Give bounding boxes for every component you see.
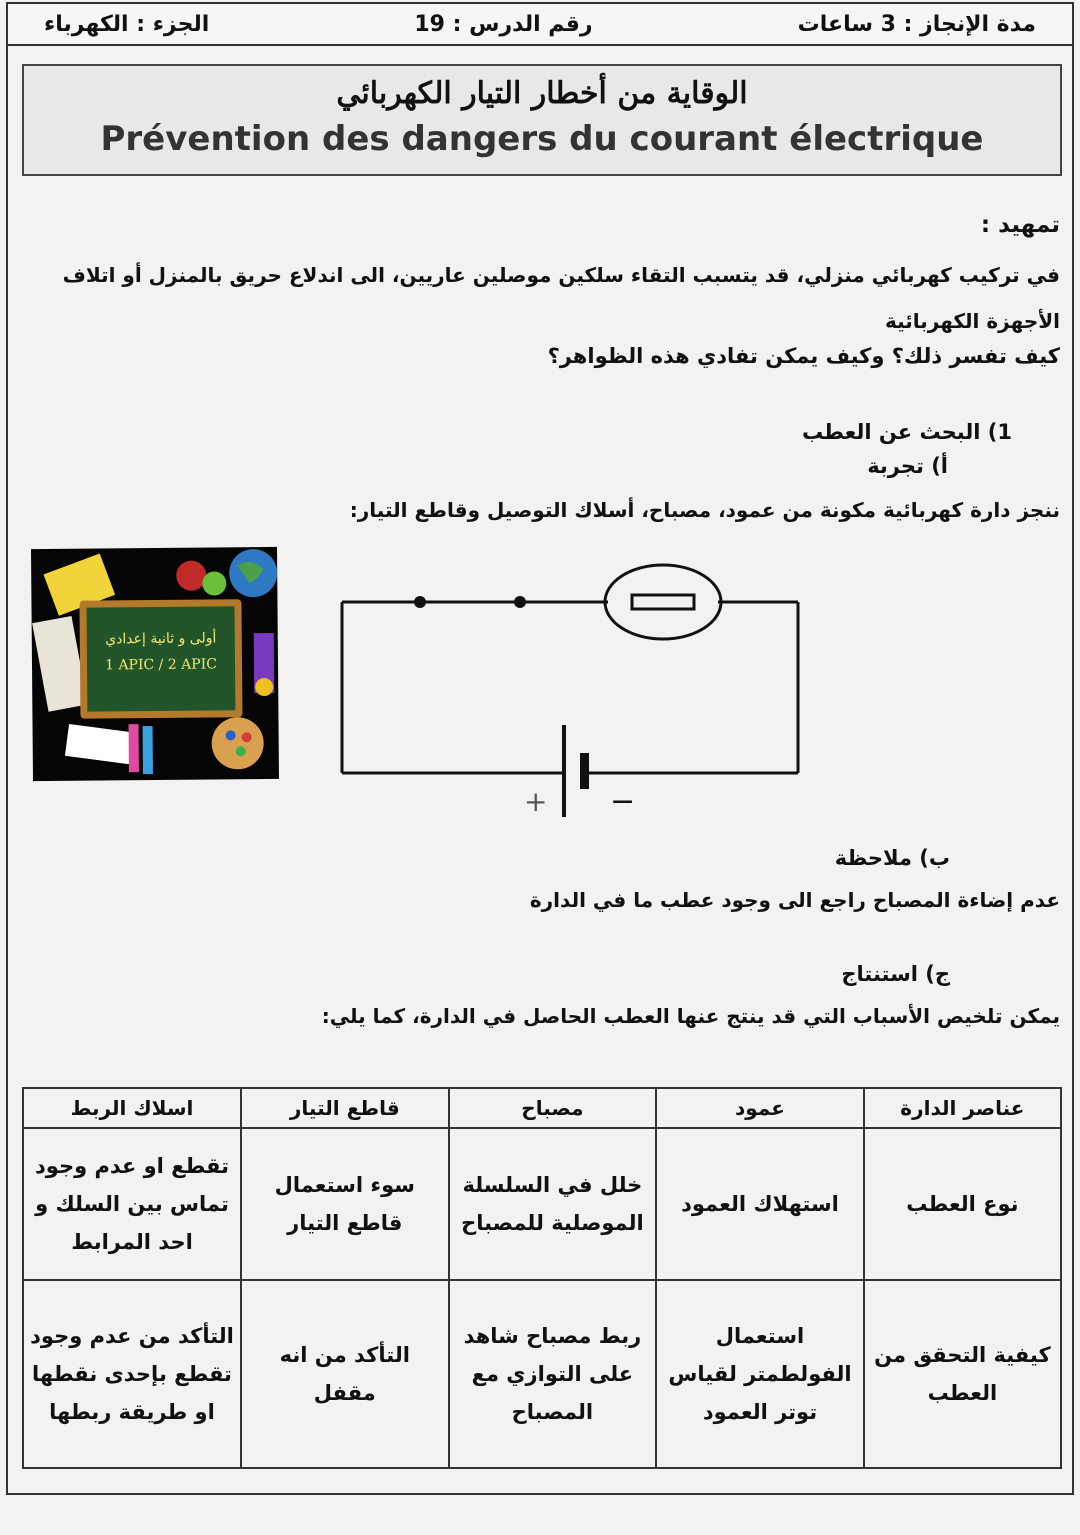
intro-text: في تركيب كهربائي منزلي، قد يتسبب التقاء سلكين موصلين عاريين، الى اندلاع حريق بالمنزل أو اتلاف الأجهزة الكهربائية xyxy=(62,263,1060,333)
switch-terminal-right xyxy=(514,596,526,608)
table-cell: سوء استعمال قاطع التيار xyxy=(241,1128,449,1280)
table-cell: خلل في السلسلة الموصلية للمصباح xyxy=(449,1128,657,1280)
chalkboard-surface xyxy=(87,606,236,711)
intro-label: تمهيد : xyxy=(980,212,1060,238)
title-arabic: الوقاية من أخطار التيار الكهربائي xyxy=(336,76,748,111)
table-cell: التأكد من عدم وجود تقطع بإحدى نقطها او طريقة ربطها xyxy=(23,1280,241,1468)
battery-short-plate xyxy=(580,753,589,789)
header-part: الجزء : الكهرباء xyxy=(44,11,210,37)
section1-setup: ننجز دارة كهربائية مكونة من عمود، مصباح، أسلاك التوصيل وقاطع التيار: xyxy=(349,498,1060,522)
table-header-cell: عناصر الدارة xyxy=(864,1088,1061,1128)
table-header-cell: اسلاك الربط xyxy=(23,1088,241,1128)
section1-heading: 1) البحث عن العطب xyxy=(801,420,1012,444)
badge-line2: 1 APIC / 2 APIC xyxy=(104,656,218,674)
table-cell: استهلاك العمود xyxy=(656,1128,864,1280)
school-badge xyxy=(31,547,279,781)
faults-table xyxy=(22,1087,1062,1469)
conclusion-heading: ج) استنتاج xyxy=(841,962,950,986)
badge-line1: أولى و ثانية إعدادي xyxy=(105,630,217,648)
lamp-filament xyxy=(632,595,694,609)
table-cell: تقطع او عدم وجود تماس بين السلك و احد المرابط xyxy=(23,1128,241,1280)
circuit-diagram xyxy=(320,555,820,835)
table-row xyxy=(23,1128,1061,1280)
observation-heading: ب) ملاحظة xyxy=(834,846,950,870)
row-label: نوع العطب xyxy=(864,1128,1061,1280)
header-bar xyxy=(6,2,1074,46)
conclusion-text: يمكن تلخيص الأسباب التي قد ينتج عنها العطب الحاصل في الدارة، كما يلي: xyxy=(321,1004,1060,1028)
table-header-cell: قاطع التيار xyxy=(241,1088,449,1128)
switch-terminal-left xyxy=(414,596,426,608)
observation-text: عدم إضاءة المصباح راجع الى وجود عطب ما في الدارة xyxy=(529,888,1060,912)
table-cell: استعمال الفولطمتر لقياس توتر العمود xyxy=(656,1280,864,1468)
table-cell: التأكد من انه مقفل xyxy=(241,1280,449,1468)
table-header-cell: مصباح xyxy=(449,1088,657,1128)
table-header-row xyxy=(23,1088,1061,1128)
battery-plus-sign: + xyxy=(524,785,548,818)
row-label: كيفية التحقق من العطب xyxy=(864,1280,1061,1468)
title-box xyxy=(22,64,1062,176)
title-french: Prévention des dangers du courant électrique xyxy=(100,119,984,159)
table-cell: ربط مصباح شاهد على التوازي مع المصباح xyxy=(449,1280,657,1468)
table-header-cell: عمود xyxy=(656,1088,864,1128)
chalkboard xyxy=(79,599,242,718)
intro-question: كيف تفسر ذلك؟ وكيف يمكن تفادي هذه الظواهر؟ xyxy=(547,344,1060,368)
header-duration: مدة الإنجاز : 3 ساعات xyxy=(797,11,1036,37)
header-lesson: رقم الدرس : 19 xyxy=(414,11,593,37)
battery-minus-sign: − xyxy=(610,784,636,819)
table-row xyxy=(23,1280,1061,1468)
section1-sub-a: أ) تجربة xyxy=(867,454,948,478)
